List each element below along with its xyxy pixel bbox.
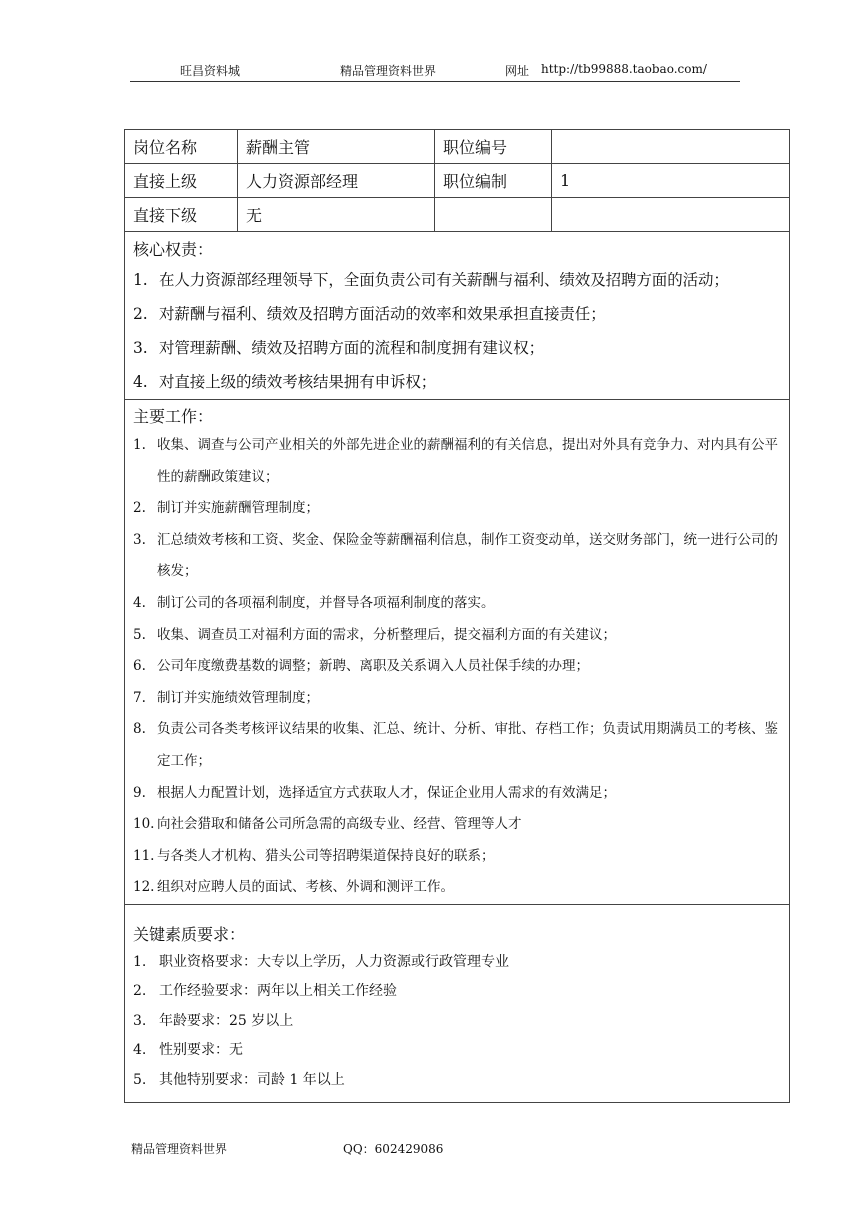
core-list [133,263,789,399]
list-item-text: 与各类人才机构、猎头公司等招聘渠道保持良好的联系； [157,847,495,864]
list-item [133,297,789,331]
header-shop: 旺昌资料城 [180,64,241,78]
list-item [133,263,789,297]
core-section-row [125,232,790,400]
list-item-text: 组织对应聘人员的面试、考核、外调和测评工作。 [157,879,454,896]
list-item [133,620,789,652]
list-item-text: 制订并实施绩效管理制度； [157,689,319,706]
header-url[interactable]: http://tb99888.taobao.com/ [541,62,707,76]
requirements-title: 关键素质要求： [133,924,246,944]
footer-qq: QQ：602429086 [343,1142,444,1156]
list-item-text: 制订公司的各项福利制度，并督导各项福利制度的落实。 [157,594,495,611]
list-item [133,365,789,399]
supervisor-label: 直接上级 [125,164,238,198]
position-code-value [552,130,790,164]
list-item-number: 11. [133,847,155,864]
list-item-text: 根据人力配置计划，选择适宜方式获取人才，保证企业用人需求的有效满足； [157,784,616,801]
list-item-text: 收集、调查员工对福利方面的需求，分析整理后，提交福利方面的有关建议； [157,626,616,643]
table-row [125,198,790,232]
list-item [133,1066,789,1096]
headcount-label: 职位编制 [435,164,552,198]
list-item [133,651,789,683]
list-item-text: 对薪酬与福利、绩效及招聘方面活动的效率和效果承担直接责任； [159,304,606,323]
list-item-text: 职业资格要求：大专以上学历，人力资源或行政管理专业 [159,953,509,970]
list-item [133,872,789,904]
list-item-text: 其他特别要求：司龄 1 年以上 [159,1071,345,1088]
list-item-number: 8. [133,721,146,738]
work-section-row [125,400,790,905]
list-item [133,430,789,493]
list-item-text: 工作经验要求：两年以上相关工作经验 [159,983,397,1000]
list-item-number: 9. [133,784,146,801]
list-item-text: 负责公司各类考核评议结果的收集、汇总、统计、分析、审批、存档工作；负责试用期满员工的考核、鉴定工作； [157,721,778,769]
list-item-text: 对管理薪酬、绩效及招聘方面的流程和制度拥有建议权； [159,338,545,357]
list-item-number: 2. [133,304,148,323]
list-item-number: 4. [133,372,148,391]
list-item-number: 2. [133,983,147,1000]
list-item-number: 4. [133,594,146,611]
work-list [133,430,789,904]
header-brand: 精品管理资料世界 [340,64,437,78]
empty-cell [435,198,552,232]
list-item [133,948,789,978]
subordinate-value: 无 [238,198,435,232]
list-item-number: 5. [133,626,146,643]
position-code-label: 职位编号 [435,130,552,164]
list-item-number: 1. [133,437,146,453]
list-item-number: 12. [133,879,155,896]
job-description-table [124,129,790,1103]
list-item-number: 5. [133,1071,147,1088]
requirements-section-row [125,904,790,1102]
list-item-number: 3. [133,1012,147,1029]
list-item [133,525,789,588]
list-item-number: 6. [133,658,146,675]
list-item-text: 向社会猎取和储备公司所急需的高级专业、经营、管理等人才 [157,816,522,833]
list-item-number: 3. [133,338,148,357]
list-item-number: 1. [133,953,147,970]
list-item [133,714,789,777]
headcount-value: 1 [552,164,790,198]
list-item-number: 4. [133,1042,147,1059]
list-item-number: 3. [133,531,146,548]
header-rule [130,81,740,82]
table-row [125,130,790,164]
list-item-text: 公司年度缴费基数的调整；新聘、离职及关系调入人员社保手续的办理； [157,658,589,675]
list-item [133,331,789,365]
empty-cell [552,198,790,232]
list-item-number: 10. [133,816,155,833]
list-item-number: 1. [133,270,148,289]
list-item [133,683,789,715]
list-item [133,841,789,873]
subordinate-label: 直接下级 [125,198,238,232]
requirements-list [133,948,789,1096]
list-item-number: 2. [133,500,146,517]
work-title: 主要工作： [133,407,214,426]
table-row [125,164,790,198]
core-title: 核心权责： [133,239,214,259]
list-item [133,778,789,810]
footer-brand: 精品管理资料世界 [131,1142,228,1156]
list-item [133,1007,789,1037]
position-name-value: 薪酬主管 [238,130,435,164]
position-name-label: 岗位名称 [125,130,238,164]
list-item-text: 在人力资源部经理领导下，全面负责公司有关薪酬与福利、绩效及招聘方面的活动； [159,270,729,289]
list-item-text: 收集、调查与公司产业相关的外部先进企业的薪酬福利的有关信息，提出对外具有竞争力、对内具有公平性的薪酬政策建议； [157,437,778,485]
list-item [133,493,789,525]
list-item [133,977,789,1007]
list-item-text: 年龄要求：25 岁以上 [159,1012,294,1029]
list-item-number: 7. [133,689,146,706]
list-item-text: 制订并实施薪酬管理制度； [157,500,319,517]
list-item-text: 汇总绩效考核和工资、奖金、保险金等薪酬福利信息，制作工资变动单，送交财务部门，统一进行公司的核发； [157,531,778,580]
list-item [133,588,789,620]
list-item-text: 性别要求：无 [159,1042,243,1059]
header-url-label: 网址 [505,64,530,78]
list-item-text: 对直接上级的绩效考核结果拥有申诉权； [159,372,437,391]
list-item [133,809,789,841]
list-item [133,1036,789,1066]
supervisor-value: 人力资源部经理 [238,164,435,198]
